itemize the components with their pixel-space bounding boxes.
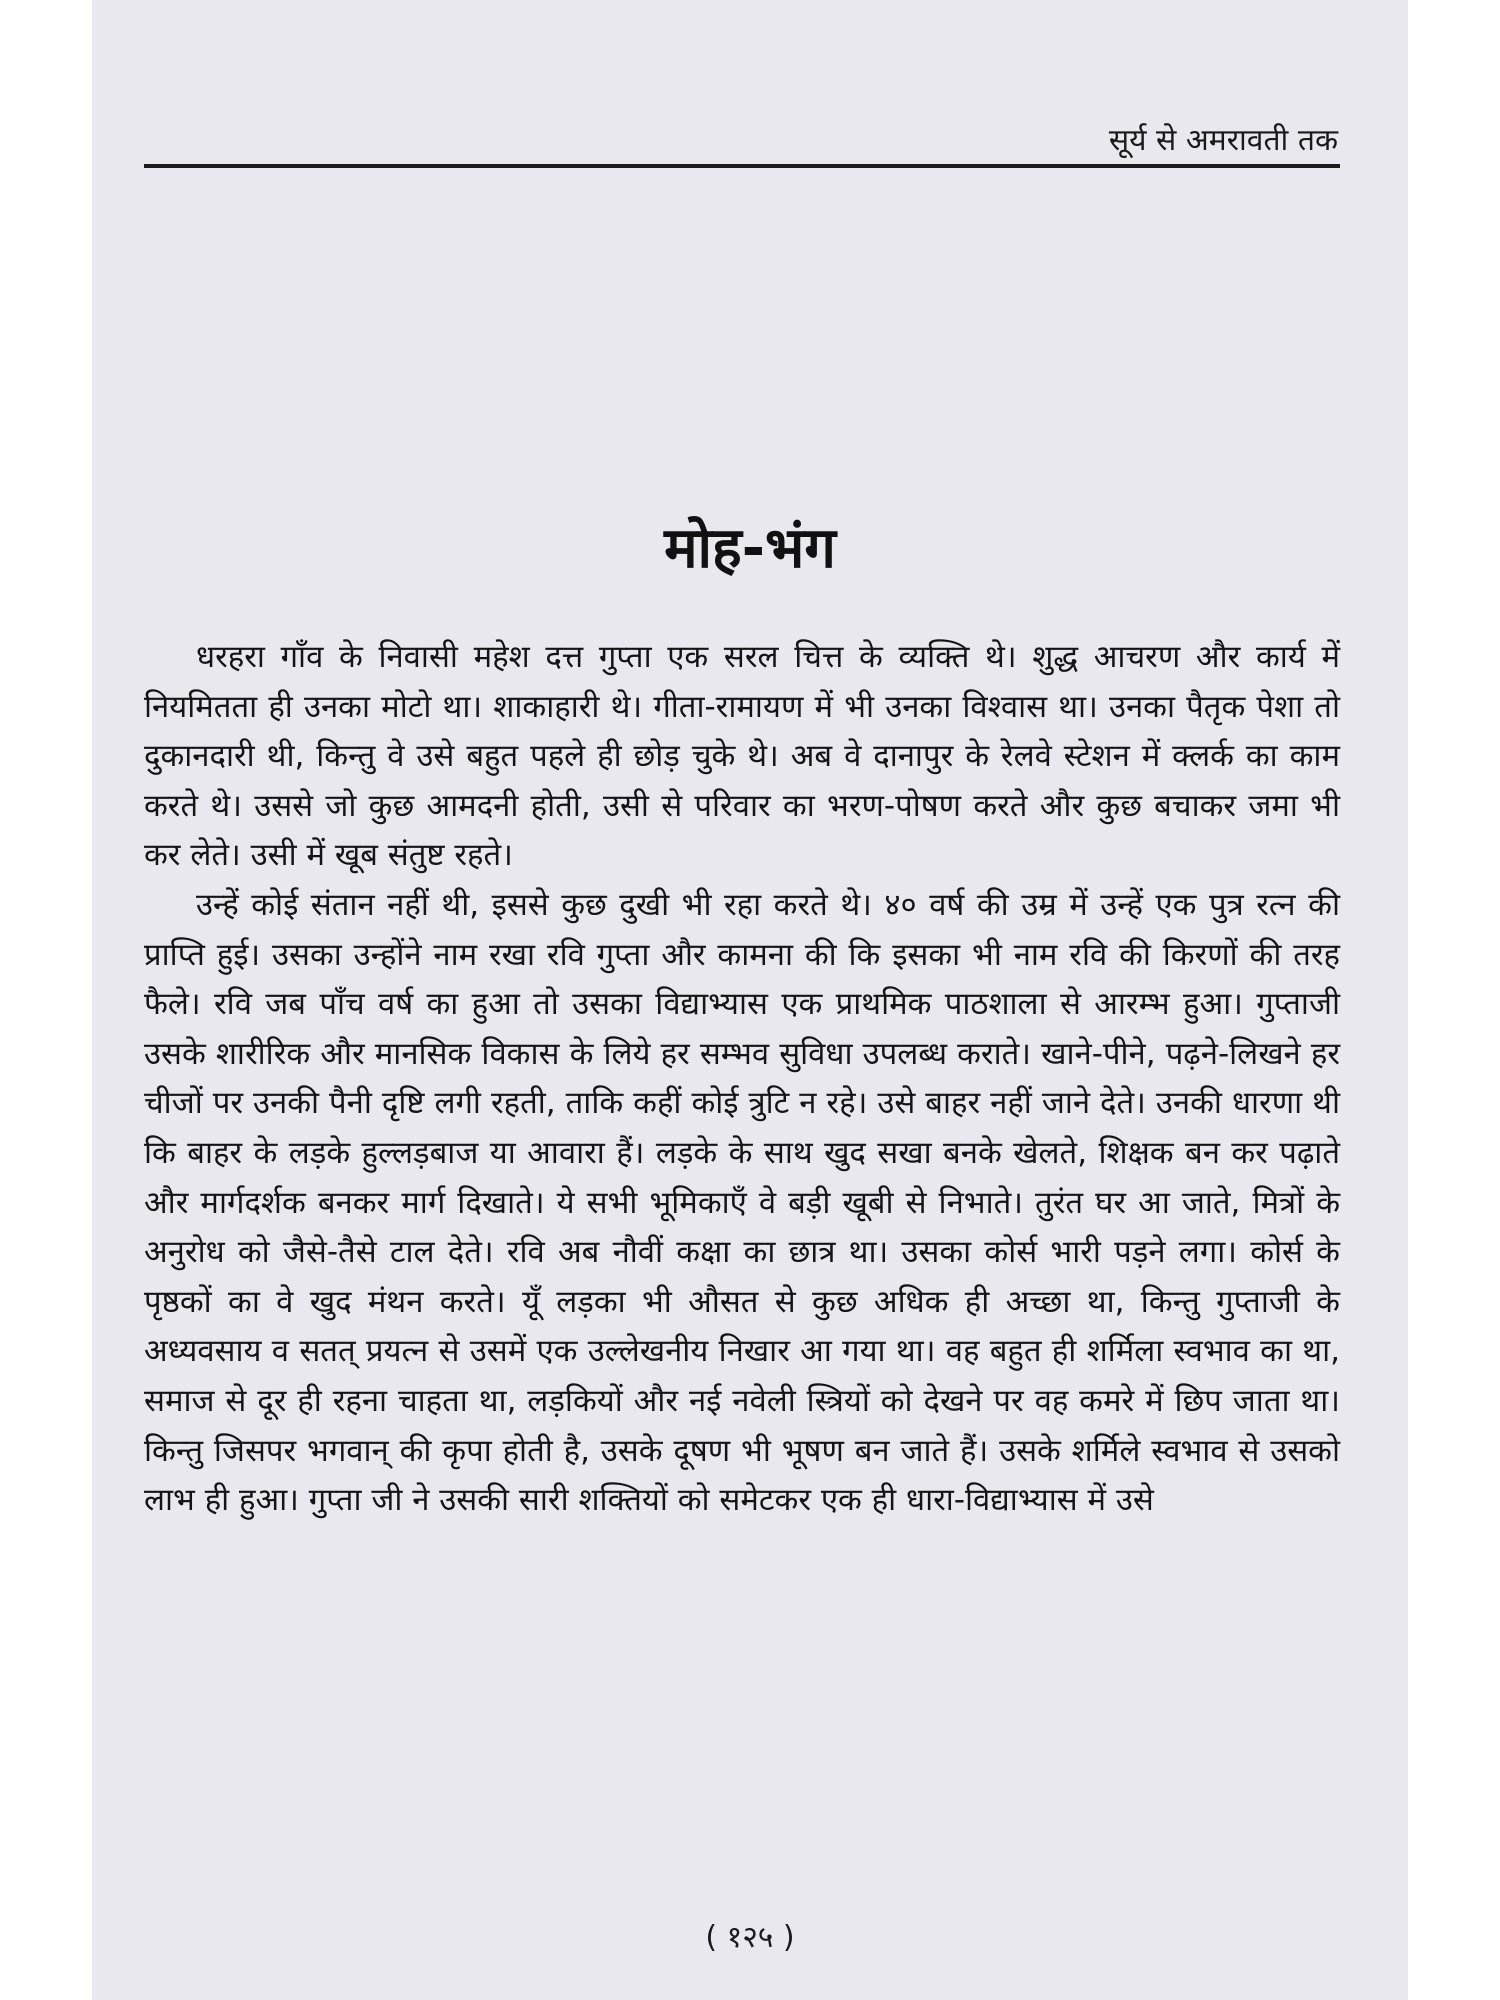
page-number: ( १२५ ) [705, 1920, 795, 1955]
chapter-title: मोह-भंग [664, 516, 836, 581]
header-rule [144, 164, 1340, 168]
paragraph-1: धरहरा गाँव के निवासी महेश दत्त गुप्ता एक सरल चित्त के व्यक्ति थे। शुद्ध आचरण और कार्य में नियमितता ही उनका मोटो था। शाकाहारी थे। गीता-रामायण में भी उनका विश्वास था। उनका पैतृक पेशा तो दुकानदारी थी, किन्तु वे उसे बहुत पहले ही छोड़ चुके थे। अब वे दानापुर के रेलवे स्टेशन में क्लर्क का काम करते थे। उससे जो कुछ आमदनी होती, उसी से परिवार का भरण-पोषण करते और कुछ बचाकर जमा भी कर लेते। उसी में खूब संतुष्ट रहते। [144, 639, 1340, 874]
paragraph-2: उन्हें कोई संतान नहीं थी, इससे कुछ दुखी भी रहा करते थे। ४० वर्ष की उम्र में उन्हें एक पुत्र रत्न की प्राप्ति हुई। उसका उन्होंने नाम रखा रवि गुप्ता और कामना की कि इसका भी नाम रवि की किरणों की तरह फैले। रवि जब पाँच वर्ष का हुआ तो उसका विद्याभ्यास एक प्राथमिक पाठशाला से आरम्भ हुआ। गुप्ताजी उसके शारीरिक और मानसिक विकास के लिये हर सम्भव सुविधा उपलब्ध कराते। खाने-पीने, पढ़ने-लिखने हर चीजों पर उनकी पैनी दृष्टि लगी रहती, ताकि कहीं कोई त्रुटि न रहे। उसे बाहर नहीं जाने देते। उनकी धारणा थी कि बाहर के लड़के हुल्लड़बाज या आवारा हैं। लड़के के साथ खुद सखा बनके खेलते, शिक्षक बन कर पढ़ाते और मार्गदर्शक बनकर मार्ग दिखाते। ये सभी भूमिकाएँ वे बड़ी खूबी से निभाते। तुरंत घर आ जाते, मित्रों के अनुरोध को जैसे-तैसे टाल देते। रवि अब नौवीं कक्षा का छात्र था। उसका कोर्स भारी पड़ने लगा। कोर्स के पृष्ठकों का वे खुद मंथन करते। यूँ लड़का भी औसत से कुछ अधिक ही अच्छा था, किन्तु गुप्ताजी के अध्यवसाय व सतत् प्रयत्न से उसमें एक उल्लेखनीय निखार आ गया था। वह बहुत ही शर्मिला स्वभाव का था, समाज से दूर ही रहना चाहता था, लड़कियों और नई नवेली स्त्रियों को देखने पर वह कमरे में छिप जाता था। किन्तु जिसपर भगवान् की कृपा होती है, उसके दूषण भी भूषण बन जाते हैं। उसके शर्मिले स्वभाव से उसको लाभ ही हुआ। गुप्ता जी ने उसकी सारी शक्तियों को समेटकर एक ही धारा-विद्याभ्यास में उसे [144, 886, 1340, 1519]
body-text [144, 633, 1340, 1526]
running-head: सूर्य से अमरावती तक [1108, 123, 1338, 158]
book-page [92, 0, 1408, 2000]
